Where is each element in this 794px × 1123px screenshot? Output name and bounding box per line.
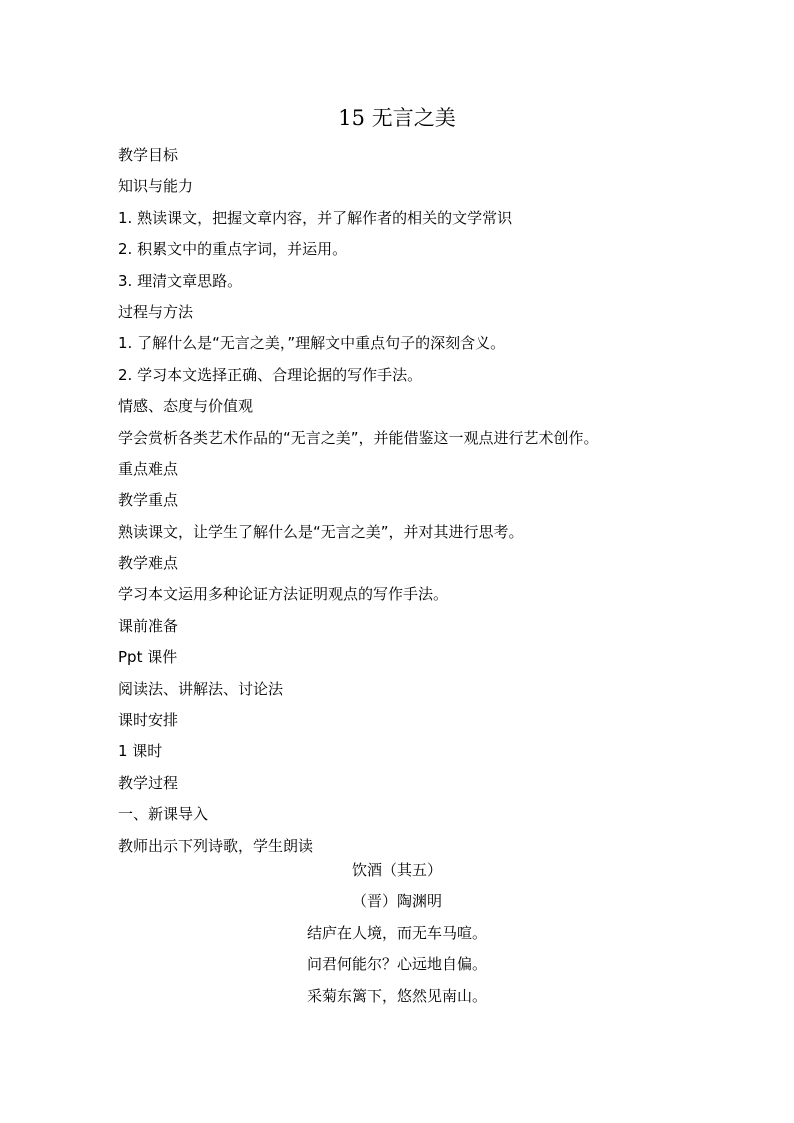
heading-emotion-values: 情感、态度与价值观 <box>118 397 254 416</box>
difficult-points-text: 学习本文运用多种论证方法证明观点的写作手法。 <box>118 585 449 604</box>
preparation-methods: 阅读法、讲解法、讨论法 <box>118 679 284 698</box>
process-item-1: 1. 了解什么是“无言之美，”理解文中重点句子的深刻含义。 <box>118 334 506 353</box>
poem-line-2: 问君何能尔？心远地自偏。 <box>306 955 487 974</box>
heading-process-method: 过程与方法 <box>118 302 194 321</box>
heading-key-points: 教学重点 <box>118 491 179 510</box>
emotion-item: 学会赏析各类艺术作品的“无言之美”，并能借鉴这一观点进行艺术创作。 <box>118 428 599 447</box>
heading-teaching-goals: 教学目标 <box>118 146 179 164</box>
goal-item-3: 3. 理清文章思路。 <box>118 271 243 290</box>
poem-block <box>0 855 794 1012</box>
lesson-plan-body <box>118 140 718 862</box>
heading-teaching-process: 教学过程 <box>118 773 179 792</box>
heading-key-difficult: 重点难点 <box>118 459 179 478</box>
heading-schedule: 课时安排 <box>118 711 179 730</box>
poem-line-3: 采菊东篱下，悠然见南山。 <box>306 986 487 1005</box>
goal-item-2: 2. 积累文中的重点字词，并运用。 <box>118 240 348 259</box>
heading-knowledge-ability: 知识与能力 <box>118 177 194 196</box>
section-intro-heading: 一、新课导入 <box>118 805 209 824</box>
key-points-text: 熟读课文，让学生了解什么是“无言之美”，并对其进行思考。 <box>118 522 524 541</box>
schedule-text: 1 课时 <box>118 742 163 761</box>
section-intro-text: 教师出示下列诗歌，学生朗读 <box>118 836 314 855</box>
poem-line-1: 结庐在人境，而无车马喧。 <box>306 923 487 942</box>
heading-difficult-points: 教学难点 <box>118 554 179 573</box>
process-item-2: 2. 学习本文选择正确、合理论据的写作手法。 <box>118 365 423 384</box>
page-title: 15 无言之美 <box>338 106 456 130</box>
goal-item-1: 1. 熟读课文，把握文章内容，并了解作者的相关的文学常识 <box>118 208 513 227</box>
heading-preparation: 课前准备 <box>118 616 179 635</box>
preparation-courseware: Ppt 课件 <box>118 648 178 667</box>
poem-author: （晋）陶渊明 <box>351 892 442 911</box>
poem-title: 饮酒（其五） <box>351 861 442 879</box>
